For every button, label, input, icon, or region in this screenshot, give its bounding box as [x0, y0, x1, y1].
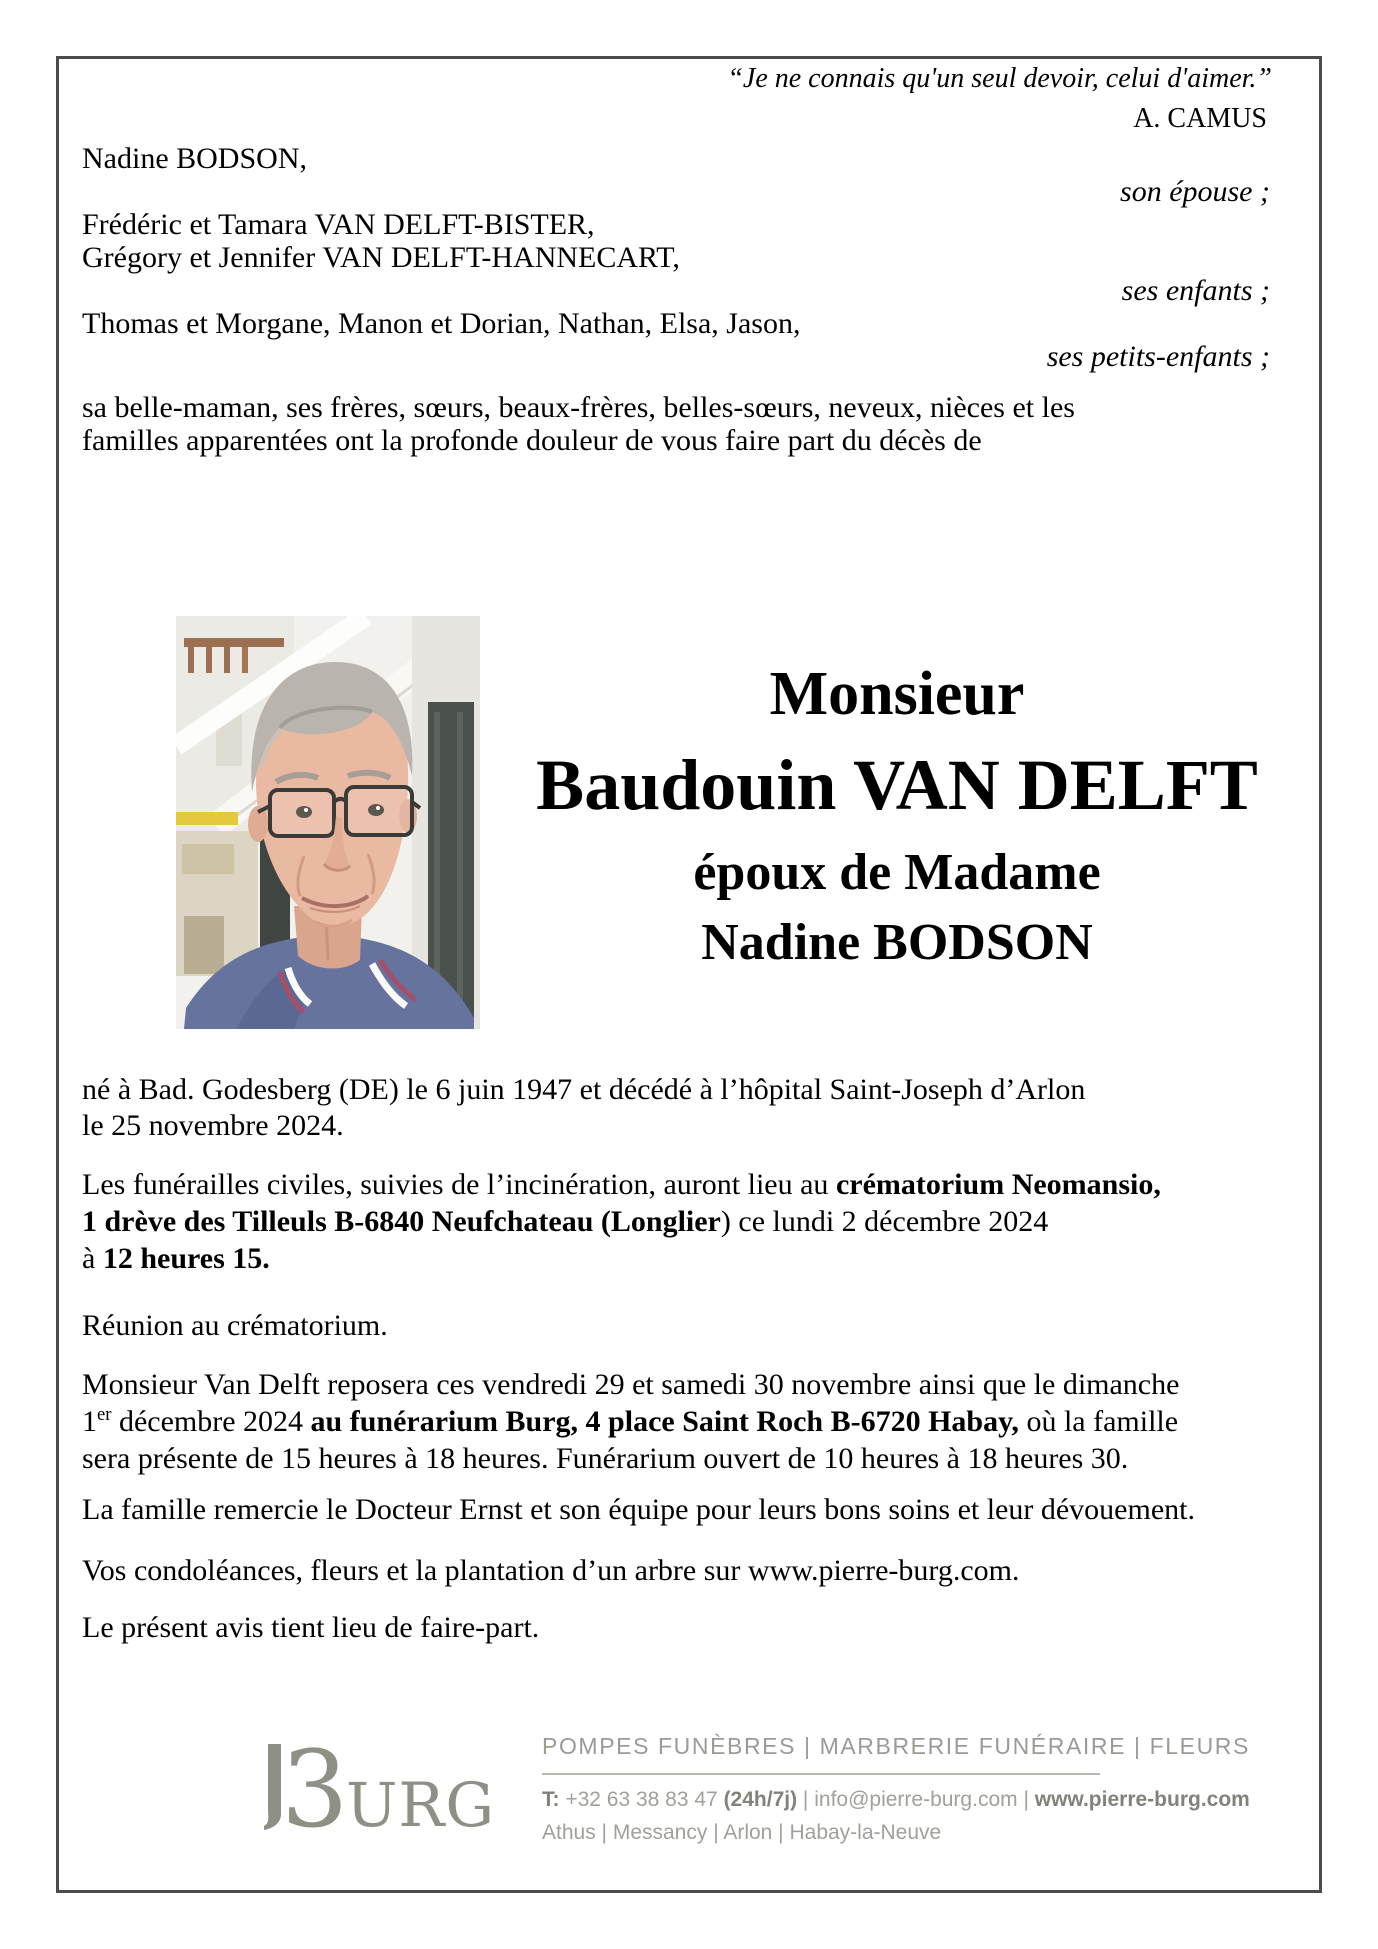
- paragraph-line: 1 drève des Tilleuls B-6840 Neufchateau (Longlier) ce lundi 2 décembre 2024: [82, 1205, 1049, 1238]
- family-section: [82, 142, 1314, 457]
- footer-contact-line: [542, 1787, 1250, 1813]
- funeral-home-footer: [82, 1732, 1314, 1846]
- paragraph-birth-death: [82, 1072, 1314, 1144]
- relatives-line: familles apparentées ont la profonde douleur de vous faire part du décès de: [82, 424, 982, 457]
- svg-text:3: 3: [281, 1738, 349, 1838]
- paragraph-line: Réunion au crématorium.: [82, 1309, 388, 1342]
- paragraph-line: le 25 novembre 2024.: [82, 1109, 344, 1142]
- grandchildren-line: Thomas et Morgane, Manon et Dorian, Nathan, Elsa, Jason,: [82, 307, 801, 340]
- paragraph-line: 1er décembre 2024 au funérarium Burg, 4 place Saint Roch B-6720 Habay, où la famille: [82, 1404, 1179, 1438]
- paragraph-line: Monsieur Van Delft reposera ces vendredi 29 et samedi 30 novembre ainsi que le dimanche: [82, 1368, 1180, 1401]
- relatives-paragraph: [82, 391, 1314, 457]
- footer-services: POMPES FUNÈBRES | MARBRERIE FUNÉRAIRE | FLEURS: [542, 1733, 1250, 1759]
- grandchildren-label: ses petits-enfants ;: [1046, 340, 1270, 373]
- paragraph-line: La famille remercie le Docteur Ernst et son équipe pour leurs bons soins et leur dévouement.: [82, 1493, 1195, 1526]
- quote-text: “Je ne connais qu'un seul devoir, celui d'aimer.”: [727, 63, 1272, 94]
- paragraph-condolences: [82, 1553, 1314, 1589]
- spouse-label: son épouse ;: [1120, 175, 1270, 208]
- deceased-title: Monsieur: [769, 660, 1025, 728]
- paragraph-line: né à Bad. Godesberg (DE) le 6 juin 1947 et décédé à l’hôpital Saint-Joseph d’Arlon: [82, 1073, 1086, 1106]
- deceased-spouse-name: Nadine BODSON: [701, 914, 1093, 971]
- footer-cities: Athus | Messancy | Arlon | Habay-la-Neuve: [542, 1821, 942, 1844]
- paragraph-thanks: [82, 1492, 1314, 1528]
- deceased-title-block: [480, 616, 1314, 1029]
- footer-divider: [542, 1773, 1100, 1775]
- relatives-line: sa belle-maman, ses frères, sœurs, beaux-frères, belles-sœurs, neveux, nièces et les: [82, 391, 1075, 424]
- paragraph-repose: [82, 1366, 1314, 1477]
- svg-text:URG: URG: [346, 1770, 496, 1838]
- quote-author: A. CAMUS: [1133, 103, 1267, 134]
- quote-block: [82, 62, 1314, 136]
- hero-section: [82, 616, 1314, 1029]
- deceased-name: Baudouin VAN DELFT: [536, 745, 1258, 825]
- paragraph-funeral: [82, 1166, 1314, 1277]
- portrait-photo: [176, 616, 480, 1029]
- spouse-name: Nadine BODSON,: [82, 142, 307, 175]
- paragraph-reunion: [82, 1308, 1314, 1344]
- paragraph-line: Les funérailles civiles, suivies de l’incinération, auront lieu au crématorium Neomansio,: [82, 1168, 1161, 1201]
- paragraph-line: sera présente de 15 heures à 18 heures. Funérarium ouvert de 10 heures à 18 heures 30.: [82, 1442, 1129, 1475]
- children-line: Grégory et Jennifer VAN DELFT-HANNECART,: [82, 241, 680, 274]
- paragraph-line: Vos condoléances, fleurs et la plantation d’un arbre sur www.pierre-burg.com.: [82, 1554, 1020, 1587]
- children-label: ses enfants ;: [1121, 274, 1270, 307]
- paragraph-line: Le présent avis tient lieu de faire-part.: [82, 1611, 540, 1644]
- paragraph-line: T: +32 63 38 83 47 (24h/7j) | info@pierre-burg.com | www.pierre-burg.com: [542, 1788, 1250, 1811]
- burg-logo: [254, 1738, 504, 1838]
- footer-contact-block: [542, 1732, 1250, 1846]
- paragraph-line: à 12 heures 15.: [82, 1242, 270, 1275]
- children-line: Frédéric et Tamara VAN DELFT-BISTER,: [82, 208, 595, 241]
- deceased-spouse-of: époux de Madame: [693, 844, 1101, 901]
- paragraph-notice: [82, 1610, 1314, 1646]
